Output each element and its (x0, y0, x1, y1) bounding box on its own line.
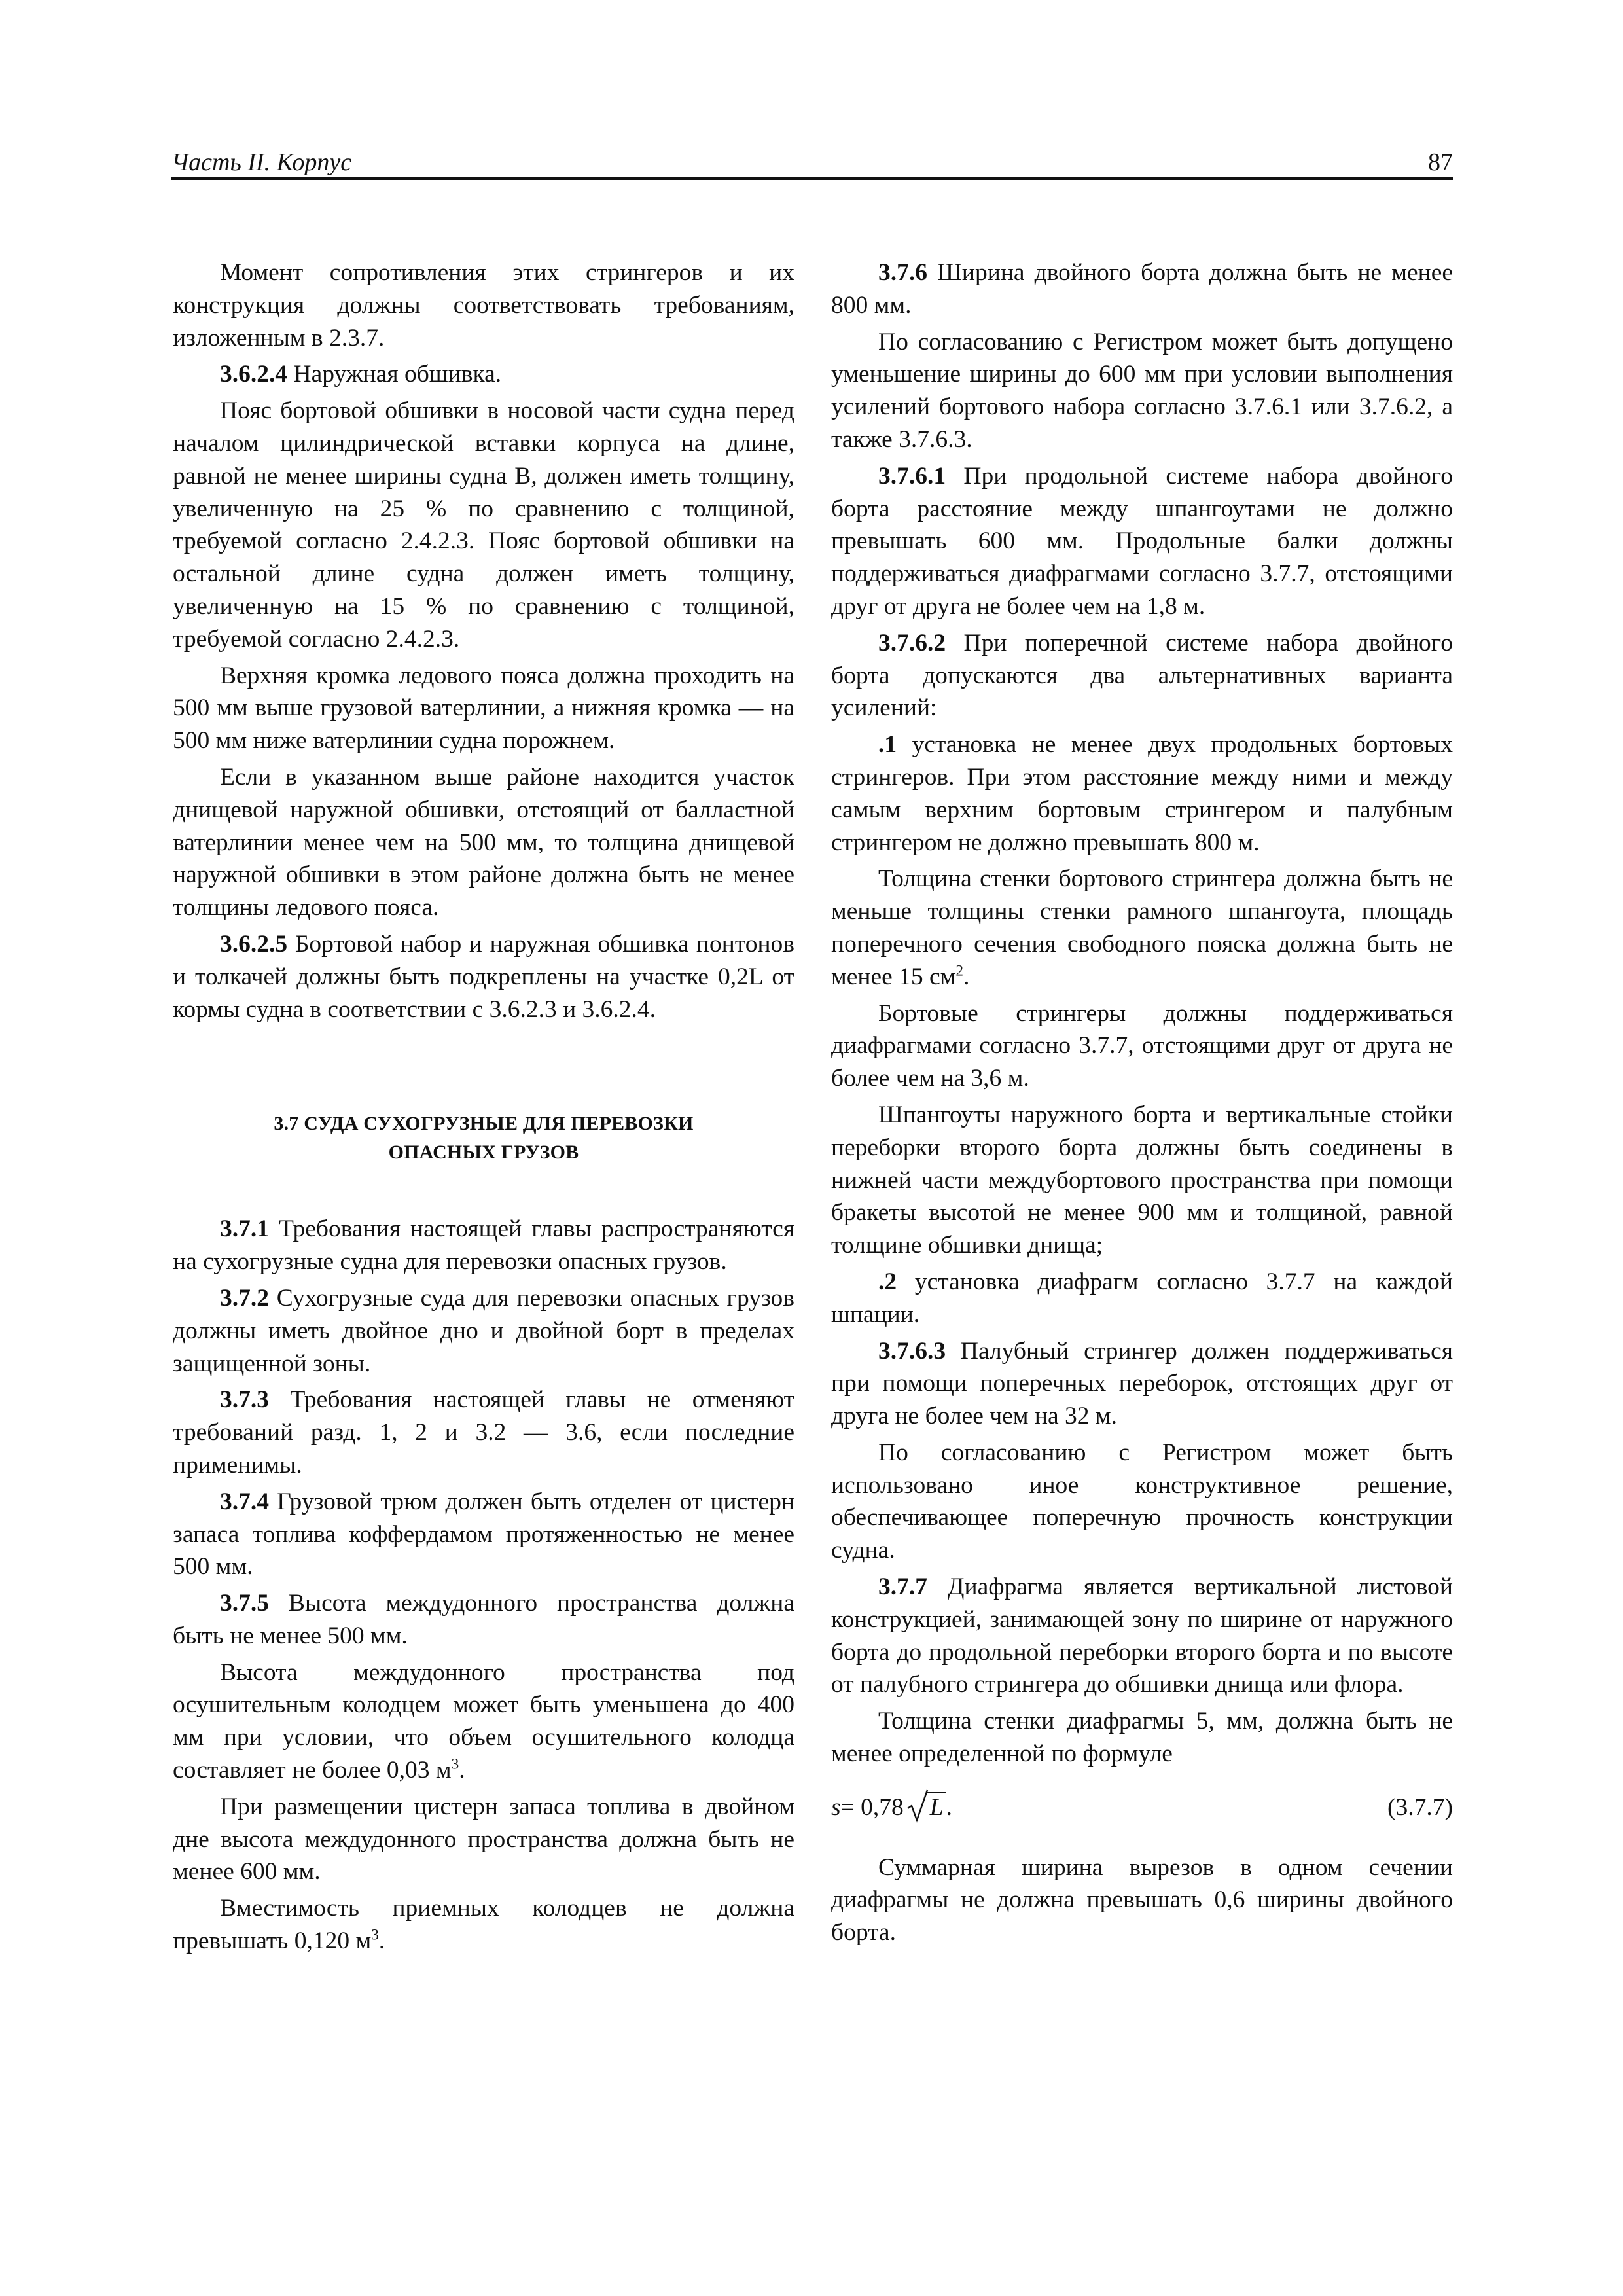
paragraph: 3.7.5 Высота междудонного пространства должна быть не менее 500 мм. (173, 1590, 794, 1649)
square-root-icon: L (906, 1791, 946, 1824)
left-column (173, 257, 794, 1958)
paragraph: Шпангоуты наружного борта и вертикальные стойки переборки второго борта должны быть соединены в нижней части междубортового пространства при помощи бракеты высотой не менее 900 мм и толщиной, равной толщине обшивки днища; (831, 1101, 1453, 1259)
running-header (171, 145, 1453, 179)
right-column (831, 257, 1453, 1949)
formula (831, 1791, 1453, 1824)
clause-number: 3.6.2.4 (220, 361, 288, 388)
clause-number: 3.6.2.5 (220, 930, 288, 958)
paragraph: Верхняя кромка ледового пояса должна проходить на 500 мм выше грузовой ватерлинии, а нижняя кромка — на 500 мм ниже ватерлинии судна порожнем. (173, 662, 794, 755)
clause-number: .2 (878, 1268, 897, 1295)
clause-number: 3.7.6.2 (878, 629, 946, 656)
section-heading: 3.7 СУДА СУХОГРУЗНЫЕ ДЛЯ ПЕРЕВОЗКИ ОПАСНЫХ ГРУЗОВ (274, 1113, 694, 1164)
clause-number: 3.7.7 (878, 1573, 927, 1601)
paragraph: 3.6.2.4 Наружная обшивка. (220, 361, 502, 388)
paragraph: 3.7.2 Сухогрузные суда для перевозки опасных грузов должны иметь двойное дно и двойной борт в пределах защищенной зоны. (173, 1284, 794, 1377)
clause-number: .1 (878, 731, 897, 759)
clause-number: 3.7.6.1 (878, 462, 946, 490)
clause-number: 3.7.1 (220, 1215, 269, 1243)
paragraph: Пояс бортовой обшивки в носовой части судна перед началом цилиндрической вставки корпуса на длине, равной не менее ширины судна B, должен иметь толщину, увеличенную на 25 % по сравнению с толщиной, требуемой согласно 2.4.2.3. Пояс бортовой обшивки на остальной длине судна должен иметь толщину, увеличенную на 15 % по сравнению с толщиной, требуемой согласно 2.4.2.3. (173, 397, 794, 653)
clause-number: 3.7.6.3 (878, 1337, 946, 1365)
paragraph: 3.7.4 Грузовой трюм должен быть отделен от цистерн запаса топлива коффердамом протяженностью не менее 500 мм. (173, 1488, 794, 1581)
running-header-title: Часть II. Корпус (171, 149, 352, 176)
paragraph: .2 установка диафрагм согласно 3.7.7 на каждой шпации. (831, 1268, 1453, 1328)
paragraph: Толщина стенки бортового стрингера должна быть не меньше толщины стенки рамного шпангоута, площадь поперечного сечения свободного пояска должна быть не менее 15 $см^2$. (831, 865, 1453, 990)
formula-expression: s = 0,78 L . (831, 1791, 952, 1824)
clause-number: 3.7.2 (220, 1284, 269, 1312)
clause-number: 3.7.6 (878, 259, 927, 286)
paragraph: По согласованию с Регистром может быть использовано иное конструктивное решение, обеспечивающее поперечную прочность конструкции судна. (831, 1439, 1453, 1564)
paragraph: 3.7.3 Требования настоящей главы не отменяют требований разд. 1, 2 и 3.2 — 3.6, если последние применимы. (173, 1386, 794, 1479)
paragraph: Если в указанном выше районе находится участок днищевой наружной обшивки, отстоящий от балластной ватерлинии менее чем на 500 мм, то толщина днищевой наружной обшивки в этом районе должна быть не менее толщины ледового пояса. (173, 763, 794, 922)
paragraph: Момент сопротивления этих стрингеров и их конструкция должны соответствовать требованиям, изложенным в 2.3.7. (173, 259, 794, 351)
paragraph: 3.6.2.5 Бортовой набор и наружная обшивка понтонов и толкачей должны быть подкреплены на участке 0,2L от кормы судна в соответствии с 3.6.2.3 и 3.6.2.4. (173, 930, 794, 1023)
paragraph: 3.7.7 Диафрагма является вертикальной листовой конструкцией, занимающей зону по ширине от наружного борта до продольной переборки второго борта и по высоте от палубного стрингера до обшивки днища или флора. (831, 1573, 1453, 1698)
paragraph: Вместимость приемных колодцев не должна превышать 0,120 $м^3$. (173, 1895, 794, 1955)
paragraph: При размещении цистерн запаса топлива в двойном дне высота междудонного пространства должна быть не менее 600 мм. (173, 1793, 794, 1886)
paragraph: .1 установка не менее двух продольных бортовых стрингеров. При этом расстояние между ними и между самым верхним бортовым стрингером и палубным стрингером не должно превышать 800 м. (831, 731, 1453, 856)
page-number: 87 (1428, 149, 1453, 176)
paragraph: По согласованию с Регистром может быть допущено уменьшение ширины до 600 мм при условии выполнения усилений бортового набора согласно 3.7.6.1 или 3.7.6.2, а также 3.7.6.3. (831, 328, 1453, 453)
paragraph: 3.7.6.3 Палубный стрингер должен поддерживаться при помощи поперечных переборок, отстоящих друг от друга не более чем на 32 м. (831, 1337, 1453, 1430)
clause-number: 3.7.5 (220, 1590, 269, 1617)
paragraph: Толщина стенки диафрагмы 5, мм, должна быть не менее определенной по формуле (831, 1708, 1453, 1768)
clause-number: 3.7.4 (220, 1488, 269, 1515)
formula-number: (3.7.7) (1387, 1793, 1453, 1821)
paragraph: Бортовые стрингеры должны поддерживаться диафрагмами согласно 3.7.7, отстоящими друг от друга не более чем на 3,6 м. (831, 999, 1453, 1092)
paragraph: Суммарная ширина вырезов в одном сечении диафрагмы не должна превышать 0,6 ширины двойного борта. (831, 1854, 1453, 1946)
clause-number: 3.7.3 (220, 1386, 269, 1414)
paragraph: 3.7.6.1 При продольной системе набора двойного борта расстояние между шпангоутами не должно превышать 600 мм. Продольные балки должны поддерживаться диафрагмами согласно 3.7.7, отстоящими друг от друга не более чем на 1,8 м. (831, 462, 1453, 620)
paragraph: Высота междудонного пространства под осушительным колодцем может быть уменьшена до 400 мм при условии, что объем осушительного колодца составляет не более 0,03 $м^3$. (173, 1659, 794, 1784)
header-rule (171, 177, 1453, 180)
paragraph: 3.7.6 Ширина двойного борта должна быть не менее 800 мм. (831, 259, 1453, 319)
paragraph: 3.7.6.2 При поперечной системе набора двойного борта допускаются два альтернативных варианта усилений: (831, 629, 1453, 722)
paragraph: 3.7.1 Требования настоящей главы распространяются на сухогрузные судна для перевозки опасных грузов. (173, 1215, 794, 1276)
